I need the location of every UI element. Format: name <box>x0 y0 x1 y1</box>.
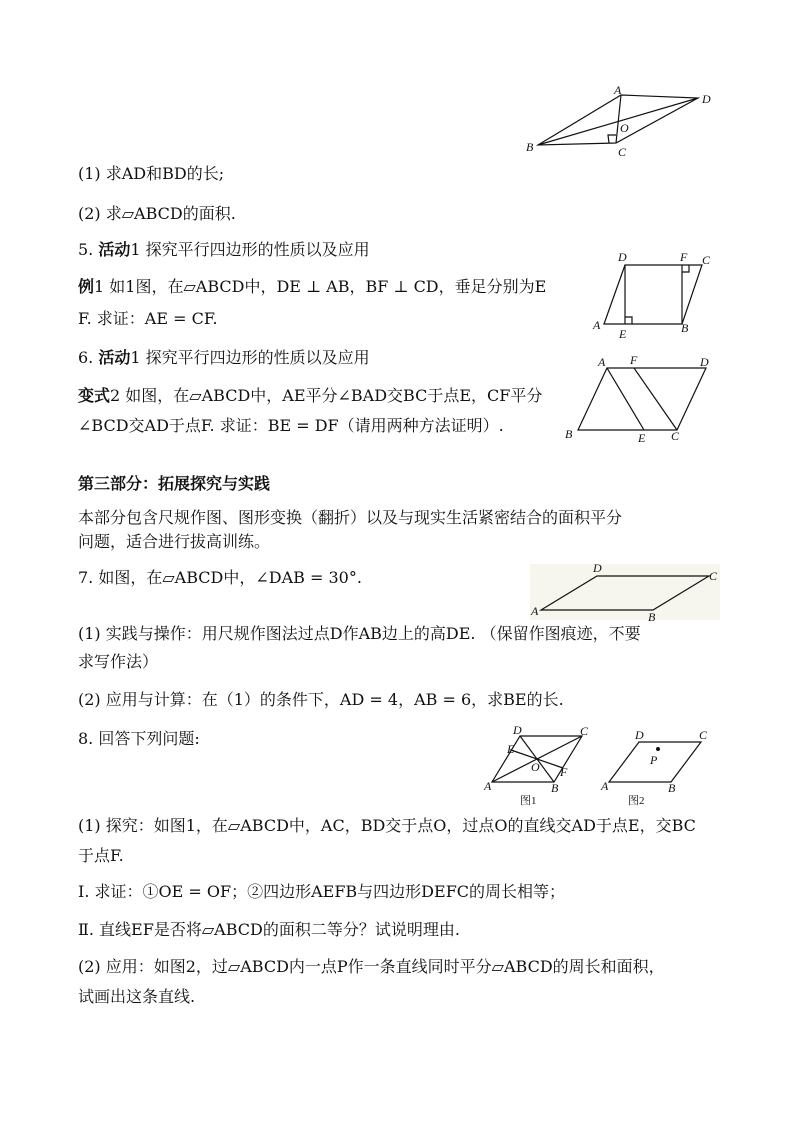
q6-variant-text: 2 如图，在▱ABCD中，AE平分∠BAD交BC于点E，CF平分 <box>110 386 543 405</box>
q6-variant-label: 变式 <box>78 386 111 405</box>
q5-example <box>78 277 546 297</box>
label-C: C <box>580 724 589 738</box>
label-C: C <box>618 145 627 159</box>
label-D: D <box>702 92 711 106</box>
q6-number: 6. <box>78 348 99 367</box>
label-F: F <box>630 353 638 367</box>
q8-part2-line1: (2) 应用：如图2，过▱ABCD内一点P作一条直线同时平分▱ABCD的周长和面积， <box>78 957 665 976</box>
q8-stem: 8. 回答下列问题: <box>78 729 200 748</box>
figure-1-caption: 图1 <box>520 795 537 807</box>
label-A: A <box>598 355 606 369</box>
q5-example-label: 例 <box>78 277 95 296</box>
q7-part1-line2: 求写作法） <box>78 652 159 671</box>
part3-title: 第三部分：拓展探究与实践 <box>78 474 271 493</box>
q4-part1: (1) 求AD和BD的长; <box>78 164 225 183</box>
part3-desc-line2: 问题，适合进行拔高训练。 <box>78 532 271 551</box>
label-O: O <box>531 760 540 774</box>
q6-variant <box>78 386 542 406</box>
figure-q5-parallelogram <box>590 250 720 340</box>
label-C: C <box>702 253 711 267</box>
q8-roman2: Ⅱ. 直线EF是否将▱ABCD的面积二等分？试说明理由. <box>78 920 460 939</box>
q7-part1-line1: (1) 实践与操作：用尺规作图法过点D作AB边上的高DE. （保留作图痕迹，不要 <box>78 624 641 643</box>
label-O: O <box>620 121 629 135</box>
q4-part2: (2) 求▱ABCD的面积. <box>78 204 236 223</box>
label-D: D <box>700 355 709 369</box>
label-C: C <box>671 429 680 443</box>
label-E: E <box>507 742 515 756</box>
label-A: A <box>484 779 492 793</box>
q7-stem: 7. 如图，在▱ABCD中，∠DAB = 30°. <box>78 568 362 587</box>
q7-part2: (2) 应用与计算：在（1）的条件下，AD = 4，AB = 6，求BE的长. <box>78 690 564 709</box>
label-D: D <box>618 250 627 264</box>
q8-roman1: Ⅰ. 求证：①OE = OF；②四边形AEFB与四边形DEFC的周长相等； <box>78 882 566 901</box>
q6-activity-label: 活动 <box>98 348 131 367</box>
q6-line2: ∠BCD交AD于点F. 求证：BE = DF（请用两种方法证明）. <box>78 416 504 435</box>
q8-part1-line2: 于点F. <box>78 846 124 865</box>
label-C: C <box>699 728 708 742</box>
label-P: P <box>650 753 658 767</box>
label-F: F <box>560 765 568 779</box>
label-D: D <box>513 724 522 737</box>
q8-part2-line2: 试画出这条直线. <box>78 987 196 1006</box>
label-B: B <box>526 140 534 154</box>
label-D: D <box>593 561 602 575</box>
figure-q4-parallelogram <box>520 80 730 160</box>
label-B: B <box>681 321 689 335</box>
label-A: A <box>614 83 622 97</box>
figure-q7-parallelogram <box>525 560 725 624</box>
q5-line2: F. 求证：AE = CF. <box>78 309 218 328</box>
q8-part1-line1: (1) 探究：如图1，在▱ABCD中，AC，BD交于点O，过点O的直线交AD于点E，交BC <box>78 816 696 835</box>
label-D: D <box>635 728 644 742</box>
label-A: A <box>593 318 601 332</box>
q5-activity-label: 活动 <box>98 240 131 259</box>
label-E: E <box>638 431 646 445</box>
label-B: B <box>551 781 559 795</box>
label-C: C <box>709 569 718 583</box>
q5-heading <box>78 240 370 260</box>
figure-2-caption: 图2 <box>628 795 645 807</box>
q5-example-text: 1 如1图，在▱ABCD中，DE ⊥ AB，BF ⊥ CD，垂足分别为E <box>94 277 547 296</box>
figure-q8-2 <box>597 724 717 808</box>
label-A: A <box>531 604 539 618</box>
q6-heading <box>78 348 370 368</box>
part3-desc-line1: 本部分包含尺规作图、图形变换（翻折）以及与现实生活紧密结合的面积平分 <box>78 508 623 527</box>
q5-heading-rest: 1 探究平行四边形的性质以及应用 <box>130 240 370 259</box>
label-B: B <box>565 427 573 441</box>
q6-heading-rest: 1 探究平行四边形的性质以及应用 <box>130 348 370 367</box>
figure-q6-parallelogram <box>560 350 730 448</box>
figure-q8-1 <box>482 724 594 808</box>
label-B: B <box>648 610 656 624</box>
label-A: A <box>601 779 609 793</box>
label-F: F <box>680 250 688 264</box>
q5-number: 5. <box>78 240 99 259</box>
label-E: E <box>619 327 627 340</box>
point-p <box>656 747 660 751</box>
label-B: B <box>668 781 676 795</box>
